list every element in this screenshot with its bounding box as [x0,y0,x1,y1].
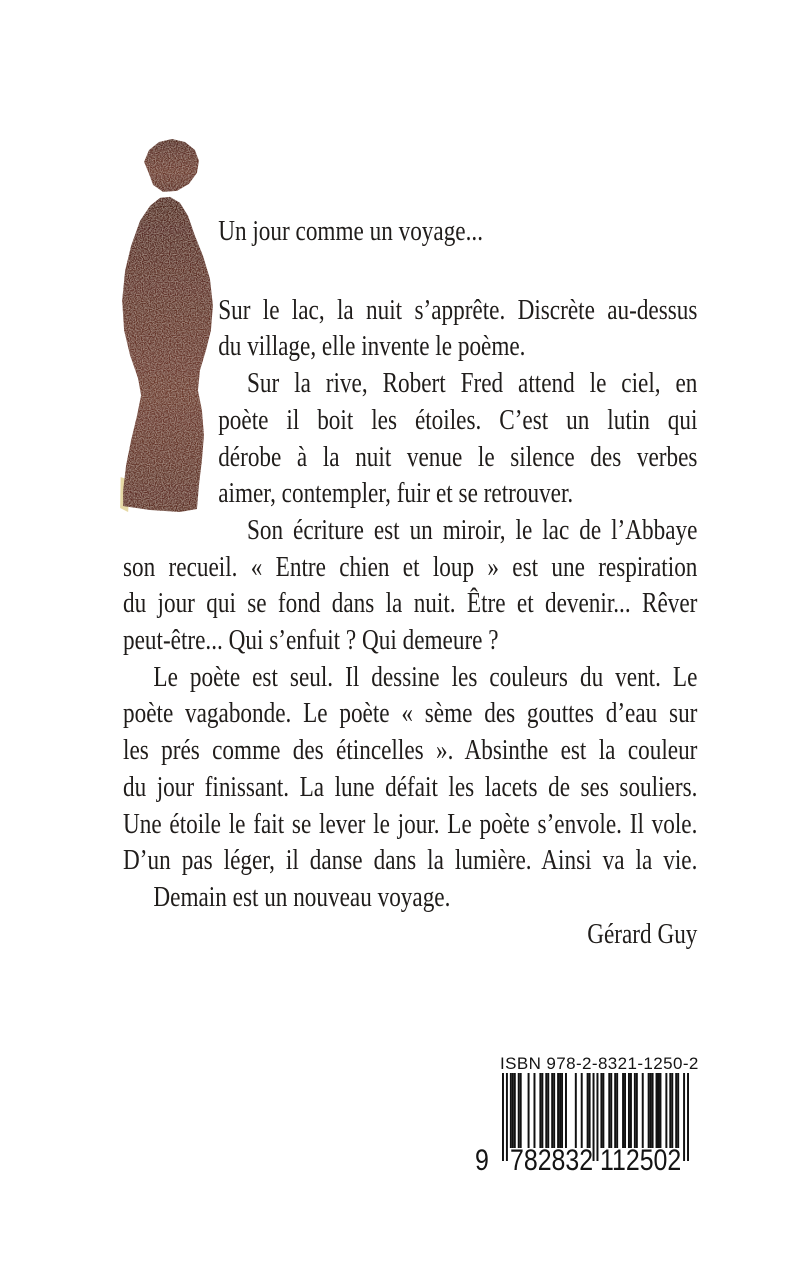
barcode-digits-group1: 782832 [510,1144,594,1177]
text-line: du jour qui se fond dans la nuit. Être et devenir... Rêver [123,587,698,620]
text-line: Le poète est seul. Il dessine les couleurs du vent. Le [153,660,698,693]
text-line: du village, elle invente le poème. [218,330,526,363]
author-signature: Gérard Guy [587,917,698,950]
text-line: poète il boit les étoiles. C’est un lutin qui [218,403,698,436]
text-line: les prés comme des étincelles ». Absinthe est la couleur [123,734,698,767]
text-line: Son écriture est un miroir, le lac de l’Abbaye [247,513,698,546]
tagline: Un jour comme un voyage... [218,215,484,247]
back-cover-text [123,213,697,952]
text-line: son recueil. « Entre chien et loup » est une respiration [123,550,698,583]
text-line: D’un pas léger, il danse dans la lumière. Ainsi va la vie. [123,844,698,877]
text-line: Demain est un nouveau voyage. [153,880,451,913]
isbn-barcode [450,1048,710,1178]
text-line: Une étoile le fait se lever le jour. Le poète s’envole. Il vole. [123,807,698,840]
text-line: poète vagabonde. Le poète « sème des gouttes d’eau sur [123,697,698,730]
text-line: dérobe à la nuit venue le silence des verbes [218,440,698,473]
barcode-digits-group2: 112502 [600,1144,682,1177]
text-line: du jour finissant. La lune défait les lacets de ses souliers. [123,770,698,803]
isbn-label: ISBN 978-2-8321-1250-2 [500,1054,699,1073]
text-line: Sur le lac, la nuit s’apprête. Discrète au-dessus [218,293,698,326]
text-line: aimer, contempler, fuir et se retrouver. [218,477,574,510]
text-line: Sur la rive, Robert Fred attend le ciel, en [247,367,698,400]
barcode-digit-lead: 9 [475,1144,489,1177]
body-text [123,292,697,916]
text-line: peut-être... Qui s’enfuit ? Qui demeure ? [123,624,499,657]
